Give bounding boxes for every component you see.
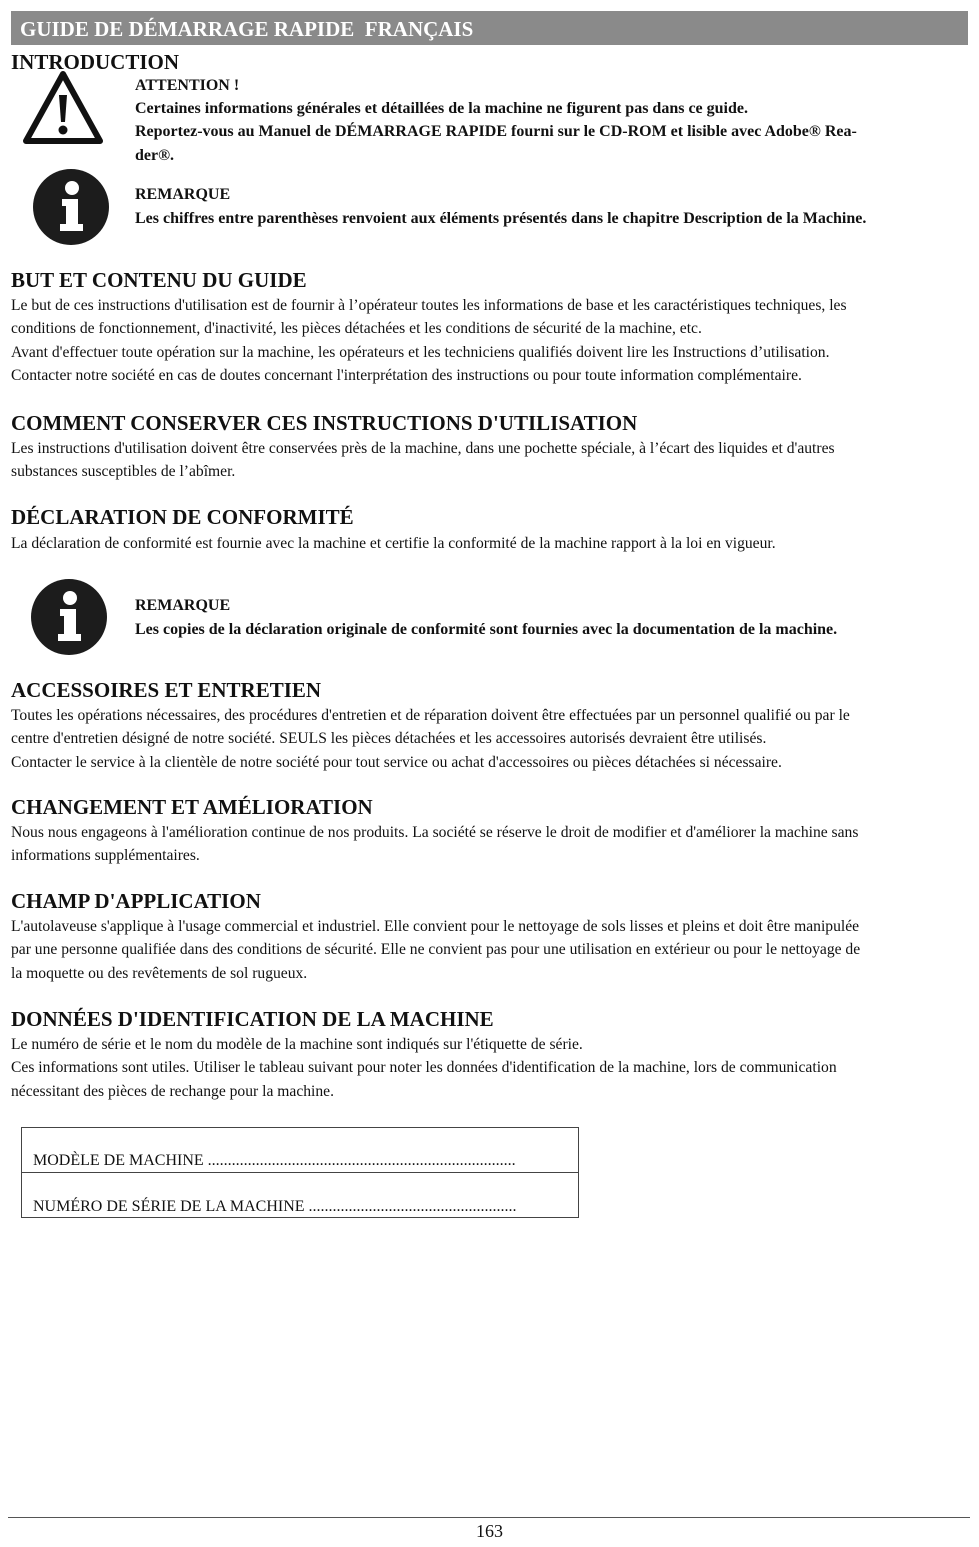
paragraph-identification (11, 1033, 967, 1103)
paragraph-line: Contacter notre société en cas de doutes concernant l'interprétation des instructions ou pour toute information complémentaire. (11, 366, 802, 384)
section-banner (11, 11, 968, 45)
paragraph-line: Le but de ces instructions d'utilisation est de fournir à l’opérateur toutes les informations de base et les caractéristiques techniques, les (11, 297, 847, 314)
paragraph-line: Avant d'effectuer toute opération sur la machine, les opérateurs et les techniciens qualifiés doivent lire les Instructions d’utilisation. (11, 343, 830, 361)
paragraph-line: substances susceptibles de l’abîmer. (11, 463, 236, 481)
banner-language: FRANÇAIS (364, 17, 474, 41)
heading-conformity: DÉCLARATION DE CONFORMITÉ (11, 505, 354, 529)
page-number: 163 (476, 1521, 503, 1541)
paragraph-line: Contacter le service à la clientèle de notre société pour tout service ou achat d'accessoires ou pièces détachées si nécessaire. (11, 753, 782, 771)
heading-identification: DONNÉES D'IDENTIFICATION DE LA MACHINE (11, 1007, 494, 1031)
note-text: Les copies de la déclaration originale de conformité sont fournies avec la documentation de la machine. (135, 621, 838, 638)
paragraph-line: La déclaration de conformité est fournie avec la machine et certifie la conformité de la machine rapport à la loi en vigueur. (11, 535, 776, 552)
note-text: Les chiffres entre parenthèses renvoient aux éléments présentés dans le chapitre Description de la Machine. (135, 210, 867, 227)
attention-line: Reportez-vous au Manuel de DÉMARRAGE RAPIDE fourni sur le CD-ROM et lisible avec Adobe® Rea- (135, 123, 857, 141)
footer-divider (8, 1517, 970, 1518)
paragraph-changes (11, 821, 967, 868)
paragraph-line: Nous nous engageons à l'amélioration continue de nos produits. La société se réserve le droit de modifier et d'améliorer la machine sans (11, 824, 859, 841)
attention-text (135, 97, 943, 167)
paragraph-line: Le numéro de série et le nom du modèle de la machine sont indiqués sur l'étiquette de série. (11, 1036, 583, 1053)
paragraph-purpose (11, 294, 967, 387)
note-title: REMARQUE (135, 186, 231, 203)
paragraph-line: Toutes les opérations nécessaires, des procédures d'entretien et de réparation doivent être effectuées par un personnel qualifié ou par le (11, 707, 850, 724)
paragraph-conformity (11, 532, 967, 555)
paragraph-line: la moquette ou des revêtements de sol rugueux. (11, 964, 308, 982)
machine-model-row: MODÈLE DE MACHINE ............................................................................. (22, 1128, 578, 1173)
heading-storage: COMMENT CONSERVER CES INSTRUCTIONS D'UTILISATION (11, 411, 638, 435)
heading-changes: CHANGEMENT ET AMÉLIORATION (11, 795, 373, 819)
paragraph-accessories (11, 704, 967, 774)
paragraph-line: conditions de fonctionnement, d'inactivité, les pièces détachées et les conditions de sécurité de la machine, etc. (11, 320, 702, 338)
heading-purpose: BUT ET CONTENU DU GUIDE (11, 268, 307, 292)
paragraph-line: par une personne qualifiée dans des conditions de sécurité. Elle ne convient pas pour une utilisation en extérieur ou pour le nettoyage de (11, 941, 861, 959)
paragraph-line: L'autolaveuse s'applique à l'usage commercial et industriel. Elle convient pour le nettoyage de sols lisses et pleins et doit être manipulée (11, 918, 860, 935)
attention-line: Certaines informations générales et détaillées de la machine ne figurent pas dans ce guide. (135, 100, 748, 117)
warning-icon (22, 70, 104, 146)
paragraph-storage (11, 437, 967, 484)
paragraph-line: nécessitant des pièces de rechange pour la machine. (11, 1082, 334, 1100)
paragraph-line: informations supplémentaires. (11, 847, 200, 865)
heading-introduction: INTRODUCTION (11, 50, 180, 74)
attention-title: ATTENTION ! (135, 77, 240, 94)
banner-title: GUIDE DE DÉMARRAGE RAPIDE (20, 17, 355, 41)
paragraph-scope (11, 915, 967, 985)
serial-number-row: NUMÉRO DE SÉRIE DE LA MACHINE .................................................... (33, 1198, 517, 1215)
info-icon (30, 578, 108, 656)
heading-scope: CHAMP D'APPLICATION (11, 889, 261, 913)
info-icon (32, 168, 110, 246)
identification-table (21, 1127, 579, 1218)
paragraph-line: Les instructions d'utilisation doivent être conservées près de la machine, dans une pochette spéciale, à l’écart des liquides et d'autres (11, 440, 835, 457)
attention-line: der®. (135, 146, 175, 164)
paragraph-line: centre d'entretien désigné de notre société. SEULS les pièces détachées et les accessoires autorisés devraient être utilisés. (11, 730, 767, 748)
paragraph-line: Ces informations sont utiles. Utiliser le tableau suivant pour noter les données d'identification de la machine, lors de communication (11, 1059, 837, 1077)
note-title: REMARQUE (135, 597, 231, 614)
heading-accessories: ACCESSOIRES ET ENTRETIEN (11, 678, 322, 702)
